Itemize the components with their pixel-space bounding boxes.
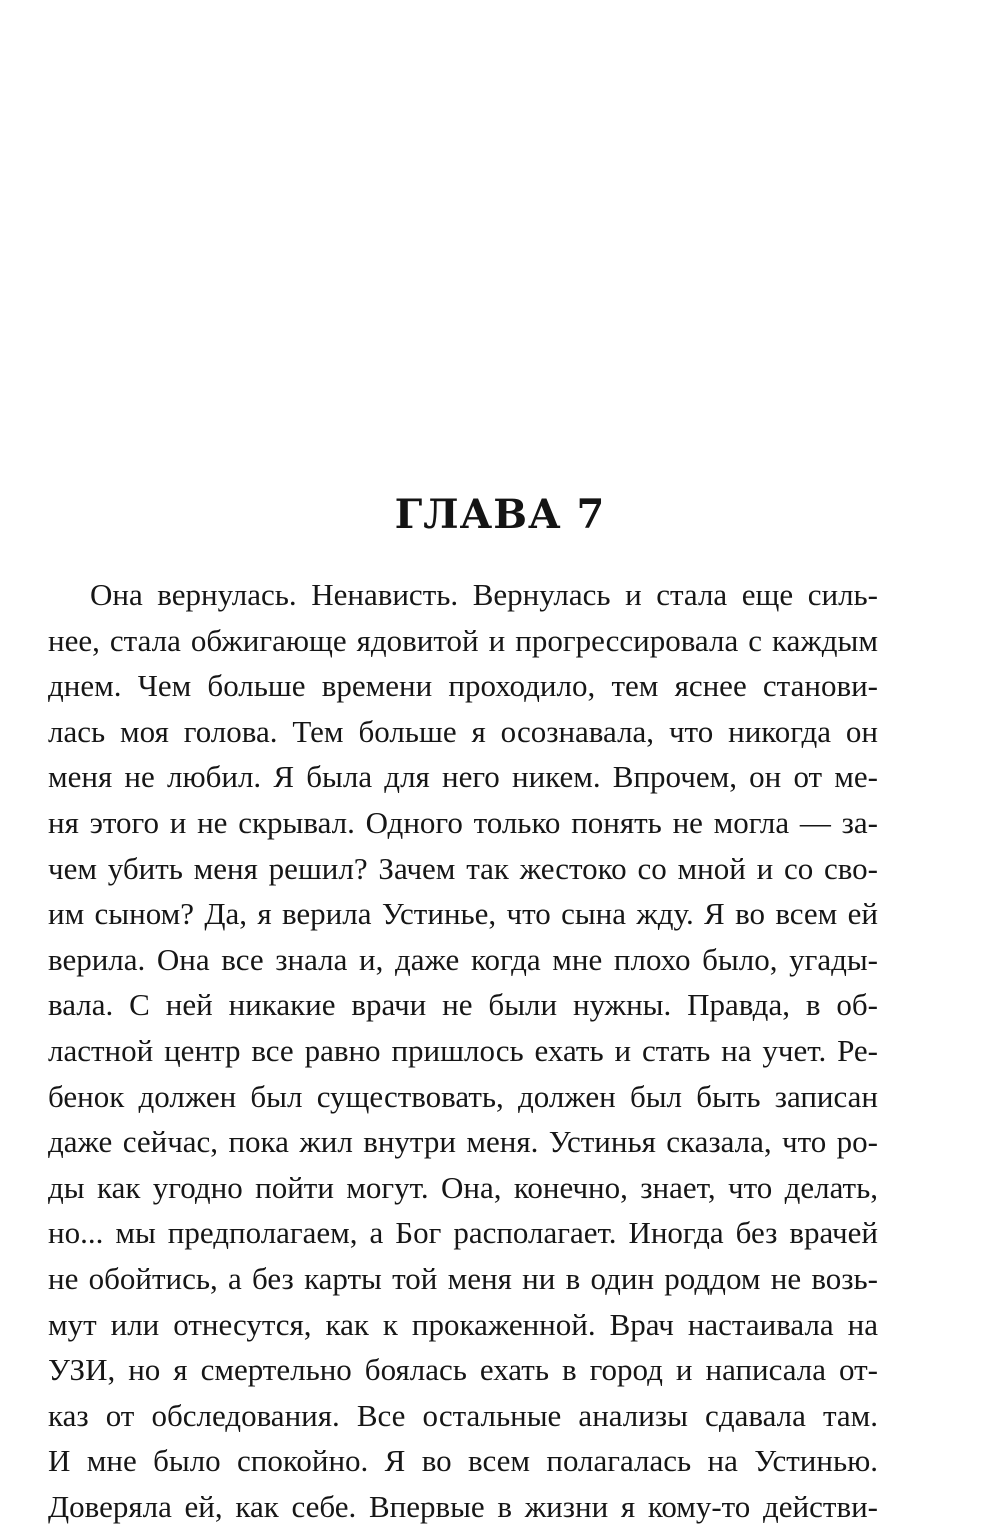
text-line-7: чем убить меня решил? Зачем так жестоко со мной и со сво- xyxy=(48,850,878,886)
text-line-2: нее, стала обжигающе ядовитой и прогрессировала с каждым xyxy=(48,622,878,658)
text-line-3: днем. Чем больше времени проходило, тем яснее станови- xyxy=(48,668,878,704)
text-line-19: каз от обследования. Все остальные анализы сдавала там. xyxy=(48,1397,878,1433)
text-line-4: лась моя голова. Тем больше я осознавала, что никогда он xyxy=(48,713,878,749)
text-line-10: вала. С ней никакие врачи не были нужны. Правда, в об- xyxy=(48,987,878,1023)
text-line-5: меня не любил. Я была для него никем. Впрочем, он от ме- xyxy=(48,759,878,795)
chapter-title: ГЛАВА 7 xyxy=(394,491,606,538)
text-line-20: И мне было спокойно. Я во всем полагалась на Устинью. xyxy=(48,1443,878,1479)
text-line-6: ня этого и не скрывал. Одного только понять не могла — за- xyxy=(48,804,878,840)
text-line-18: УЗИ, но я смертельно боялась ехать в город и написала от- xyxy=(48,1352,878,1388)
text-line-12: бенок должен был существовать, должен был быть записан xyxy=(48,1078,878,1114)
text-line-11: ластной центр все равно пришлось ехать и стать на учет. Ре- xyxy=(48,1032,878,1068)
text-line-17: мут или отнесутся, как к прокаженной. Врач настаивала на xyxy=(48,1306,878,1342)
text-line-21: Доверяла ей, как себе. Впервые в жизни я кому-то действи- xyxy=(48,1488,878,1524)
text-line-13: даже сейчас, пока жил внутри меня. Устинья сказала, что ро- xyxy=(48,1124,878,1160)
chapter-body-text xyxy=(48,572,878,1529)
text-line-14: ды как угодно пойти могут. Она, конечно, знает, что делать, xyxy=(48,1169,878,1205)
text-line-8: им сыном? Да, я верила Устинье, что сына жду. Я во всем ей xyxy=(48,896,878,932)
text-line-1: Она вернулась. Ненависть. Вернулась и стала еще силь- xyxy=(90,577,878,612)
text-line-16: не обойтись, а без карты той меня ни в один роддом не возь- xyxy=(48,1260,878,1296)
text-line-9: верила. Она все знала и, даже когда мне плохо было, угады- xyxy=(48,941,878,977)
text-line-15: но... мы предполагаем, а Бог располагает. Иногда без врачей xyxy=(48,1215,878,1251)
